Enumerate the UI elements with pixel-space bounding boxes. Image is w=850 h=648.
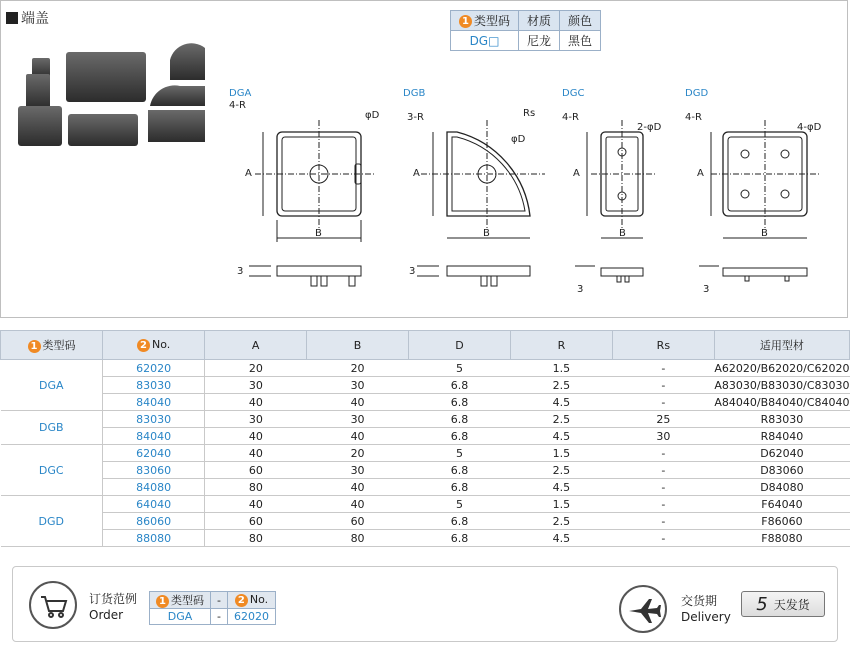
value-cell: A84040/B84040/C84040 bbox=[714, 395, 850, 409]
value-cell: 1.5 bbox=[510, 496, 612, 513]
value-cell: 30 bbox=[307, 377, 409, 394]
svg-text:3: 3 bbox=[577, 284, 584, 295]
value-cell: A83030/B83030/C83030 bbox=[714, 378, 850, 392]
svg-text:4-R: 4-R bbox=[562, 112, 579, 123]
svg-text:B: B bbox=[315, 228, 322, 239]
value-cell: R83030 bbox=[714, 411, 849, 428]
value-cell: - bbox=[612, 360, 714, 377]
section-title bbox=[6, 8, 49, 28]
delivery-days-badge: 5 天发货 bbox=[741, 591, 825, 617]
svg-text:A: A bbox=[573, 168, 580, 179]
col-no: 2 No. bbox=[103, 331, 205, 360]
value-cell: 4.5 bbox=[510, 428, 612, 445]
svg-text:A: A bbox=[413, 168, 420, 179]
value-cell: 60 bbox=[205, 462, 307, 479]
svg-text:Rs: Rs bbox=[523, 108, 536, 119]
value-cell: 2.5 bbox=[510, 411, 612, 428]
value-cell: 30 bbox=[205, 377, 307, 394]
type-cell: DGB bbox=[1, 411, 103, 445]
value-cell: 40 bbox=[307, 496, 409, 513]
svg-text:φD: φD bbox=[365, 110, 380, 121]
no-cell: 64040 bbox=[103, 496, 205, 513]
value-cell: - bbox=[612, 462, 714, 479]
value-cell: 2.5 bbox=[510, 462, 612, 479]
value-cell: 80 bbox=[205, 479, 307, 496]
delivery-label: 交货期 Delivery bbox=[681, 594, 731, 624]
svg-text:2-φD: 2-φD bbox=[637, 122, 662, 133]
value-cell: 6.8 bbox=[409, 462, 511, 479]
order-no-value: 62020 bbox=[227, 609, 275, 625]
svg-text:3: 3 bbox=[703, 284, 710, 295]
airplane-icon bbox=[619, 585, 667, 633]
table-row bbox=[1, 496, 850, 513]
no-cell: 83030 bbox=[103, 411, 205, 428]
svg-text:A: A bbox=[697, 168, 704, 179]
table-row bbox=[1, 377, 850, 394]
table-row bbox=[1, 360, 850, 377]
svg-text:B: B bbox=[619, 228, 626, 239]
svg-text:A: A bbox=[245, 168, 252, 179]
table-row bbox=[1, 530, 850, 547]
svg-text:4-R: 4-R bbox=[685, 112, 702, 123]
svg-text:3: 3 bbox=[409, 266, 416, 277]
table-body bbox=[1, 360, 850, 547]
col-b: B bbox=[307, 331, 409, 360]
product-photo bbox=[10, 40, 220, 160]
value-cell: - bbox=[612, 513, 714, 530]
drawing-label-dgb: DGB bbox=[403, 88, 426, 99]
order-type-value: DGA bbox=[150, 609, 211, 625]
value-cell: 1.5 bbox=[510, 360, 612, 377]
no-cell: 83030 bbox=[103, 377, 205, 394]
spec-type: DG□ bbox=[451, 31, 519, 51]
table-row bbox=[1, 428, 850, 445]
spec-color: 黑色 bbox=[560, 31, 601, 51]
type-cell: DGA bbox=[1, 360, 103, 411]
table-row bbox=[1, 479, 850, 496]
title-square-icon bbox=[6, 12, 18, 24]
technical-drawings bbox=[225, 80, 825, 295]
value-cell: D62040 bbox=[714, 445, 849, 462]
dimension-table bbox=[0, 330, 850, 547]
value-cell: - bbox=[612, 479, 714, 496]
table-row bbox=[1, 513, 850, 530]
value-cell: 4.5 bbox=[510, 394, 612, 411]
svg-text:4-φD: 4-φD bbox=[797, 122, 822, 133]
spec-table bbox=[450, 10, 601, 51]
value-cell: 6.8 bbox=[409, 479, 511, 496]
value-cell: F88080 bbox=[714, 530, 849, 547]
svg-text:B: B bbox=[483, 228, 490, 239]
value-cell: - bbox=[612, 496, 714, 513]
order-example-panel bbox=[12, 566, 838, 642]
value-cell: 30 bbox=[205, 411, 307, 428]
value-cell: 6.8 bbox=[409, 411, 511, 428]
table-row bbox=[1, 411, 850, 428]
value-cell: 1.5 bbox=[510, 445, 612, 462]
drawing-label-dga: DGA bbox=[229, 88, 252, 99]
type-cell: DGC bbox=[1, 445, 103, 496]
col-rs: Rs bbox=[612, 331, 714, 360]
no-cell: 83060 bbox=[103, 462, 205, 479]
svg-text:4-R: 4-R bbox=[229, 100, 246, 111]
value-cell: 40 bbox=[205, 428, 307, 445]
value-cell: F64040 bbox=[714, 496, 849, 513]
order-example-table: 1 类型码 - 2 No. DGA - 62020 bbox=[149, 591, 276, 625]
value-cell: 6.8 bbox=[409, 530, 511, 547]
drawing-label-dgd: DGD bbox=[685, 88, 709, 99]
type-cell: DGD bbox=[1, 496, 103, 547]
no-cell: 84080 bbox=[103, 479, 205, 496]
col-profile: 适用型材 bbox=[714, 331, 849, 360]
no-cell: 62020 bbox=[103, 360, 205, 377]
drawing-label-dgc: DGC bbox=[562, 88, 585, 99]
spec-header-color: 颜色 bbox=[560, 11, 601, 31]
value-cell: 80 bbox=[205, 530, 307, 547]
value-cell: 30 bbox=[307, 462, 409, 479]
value-cell: 40 bbox=[205, 496, 307, 513]
value-cell: 20 bbox=[307, 445, 409, 462]
title-text: 端盖 bbox=[21, 11, 49, 27]
value-cell: 20 bbox=[205, 360, 307, 377]
value-cell: 5 bbox=[409, 360, 511, 377]
value-cell: 6.8 bbox=[409, 513, 511, 530]
value-cell: 25 bbox=[612, 411, 714, 428]
no-cell: 84040 bbox=[103, 394, 205, 411]
cart-icon bbox=[29, 581, 77, 629]
value-cell: 60 bbox=[205, 513, 307, 530]
svg-text:φD: φD bbox=[511, 134, 526, 145]
table-row bbox=[1, 445, 850, 462]
value-cell: - bbox=[612, 394, 714, 411]
value-cell: 6.8 bbox=[409, 394, 511, 411]
value-cell: D83060 bbox=[714, 462, 849, 479]
svg-text:B: B bbox=[761, 228, 768, 239]
value-cell: 40 bbox=[307, 479, 409, 496]
value-cell: 4.5 bbox=[510, 479, 612, 496]
value-cell: F86060 bbox=[714, 513, 849, 530]
table-row bbox=[1, 462, 850, 479]
value-cell: 5 bbox=[409, 496, 511, 513]
value-cell: 4.5 bbox=[510, 530, 612, 547]
spec-header-type: 1 类型码 bbox=[451, 11, 519, 31]
order-label: 订货范例 Order bbox=[89, 592, 138, 622]
no-cell: 62040 bbox=[103, 445, 205, 462]
value-cell: 40 bbox=[307, 428, 409, 445]
svg-text:3: 3 bbox=[237, 266, 244, 277]
no-cell: 86060 bbox=[103, 513, 205, 530]
value-cell: - bbox=[612, 445, 714, 462]
no-cell: 88080 bbox=[103, 530, 205, 547]
value-cell: 30 bbox=[612, 428, 714, 445]
value-cell: 6.8 bbox=[409, 428, 511, 445]
value-cell: D84080 bbox=[714, 479, 849, 496]
value-cell: R84040 bbox=[714, 428, 849, 445]
value-cell: 40 bbox=[205, 394, 307, 411]
value-cell: 60 bbox=[307, 513, 409, 530]
col-r: R bbox=[510, 331, 612, 360]
value-cell: - bbox=[612, 530, 714, 547]
value-cell: 30 bbox=[307, 411, 409, 428]
col-type: 1 类型码 bbox=[1, 331, 103, 360]
value-cell: 40 bbox=[307, 394, 409, 411]
value-cell: 40 bbox=[205, 445, 307, 462]
value-cell: 20 bbox=[307, 360, 409, 377]
value-cell: A62020/B62020/C62020 bbox=[714, 361, 850, 375]
value-cell: 6.8 bbox=[409, 377, 511, 394]
col-a: A bbox=[205, 331, 307, 360]
value-cell: 5 bbox=[409, 445, 511, 462]
no-cell: 84040 bbox=[103, 428, 205, 445]
value-cell: 80 bbox=[307, 530, 409, 547]
col-d: D bbox=[409, 331, 511, 360]
value-cell: 2.5 bbox=[510, 377, 612, 394]
svg-text:3-R: 3-R bbox=[407, 112, 424, 123]
spec-header-material: 材质 bbox=[519, 11, 560, 31]
value-cell: 2.5 bbox=[510, 513, 612, 530]
table-row bbox=[1, 394, 850, 411]
value-cell: - bbox=[612, 377, 714, 394]
spec-material: 尼龙 bbox=[519, 31, 560, 51]
